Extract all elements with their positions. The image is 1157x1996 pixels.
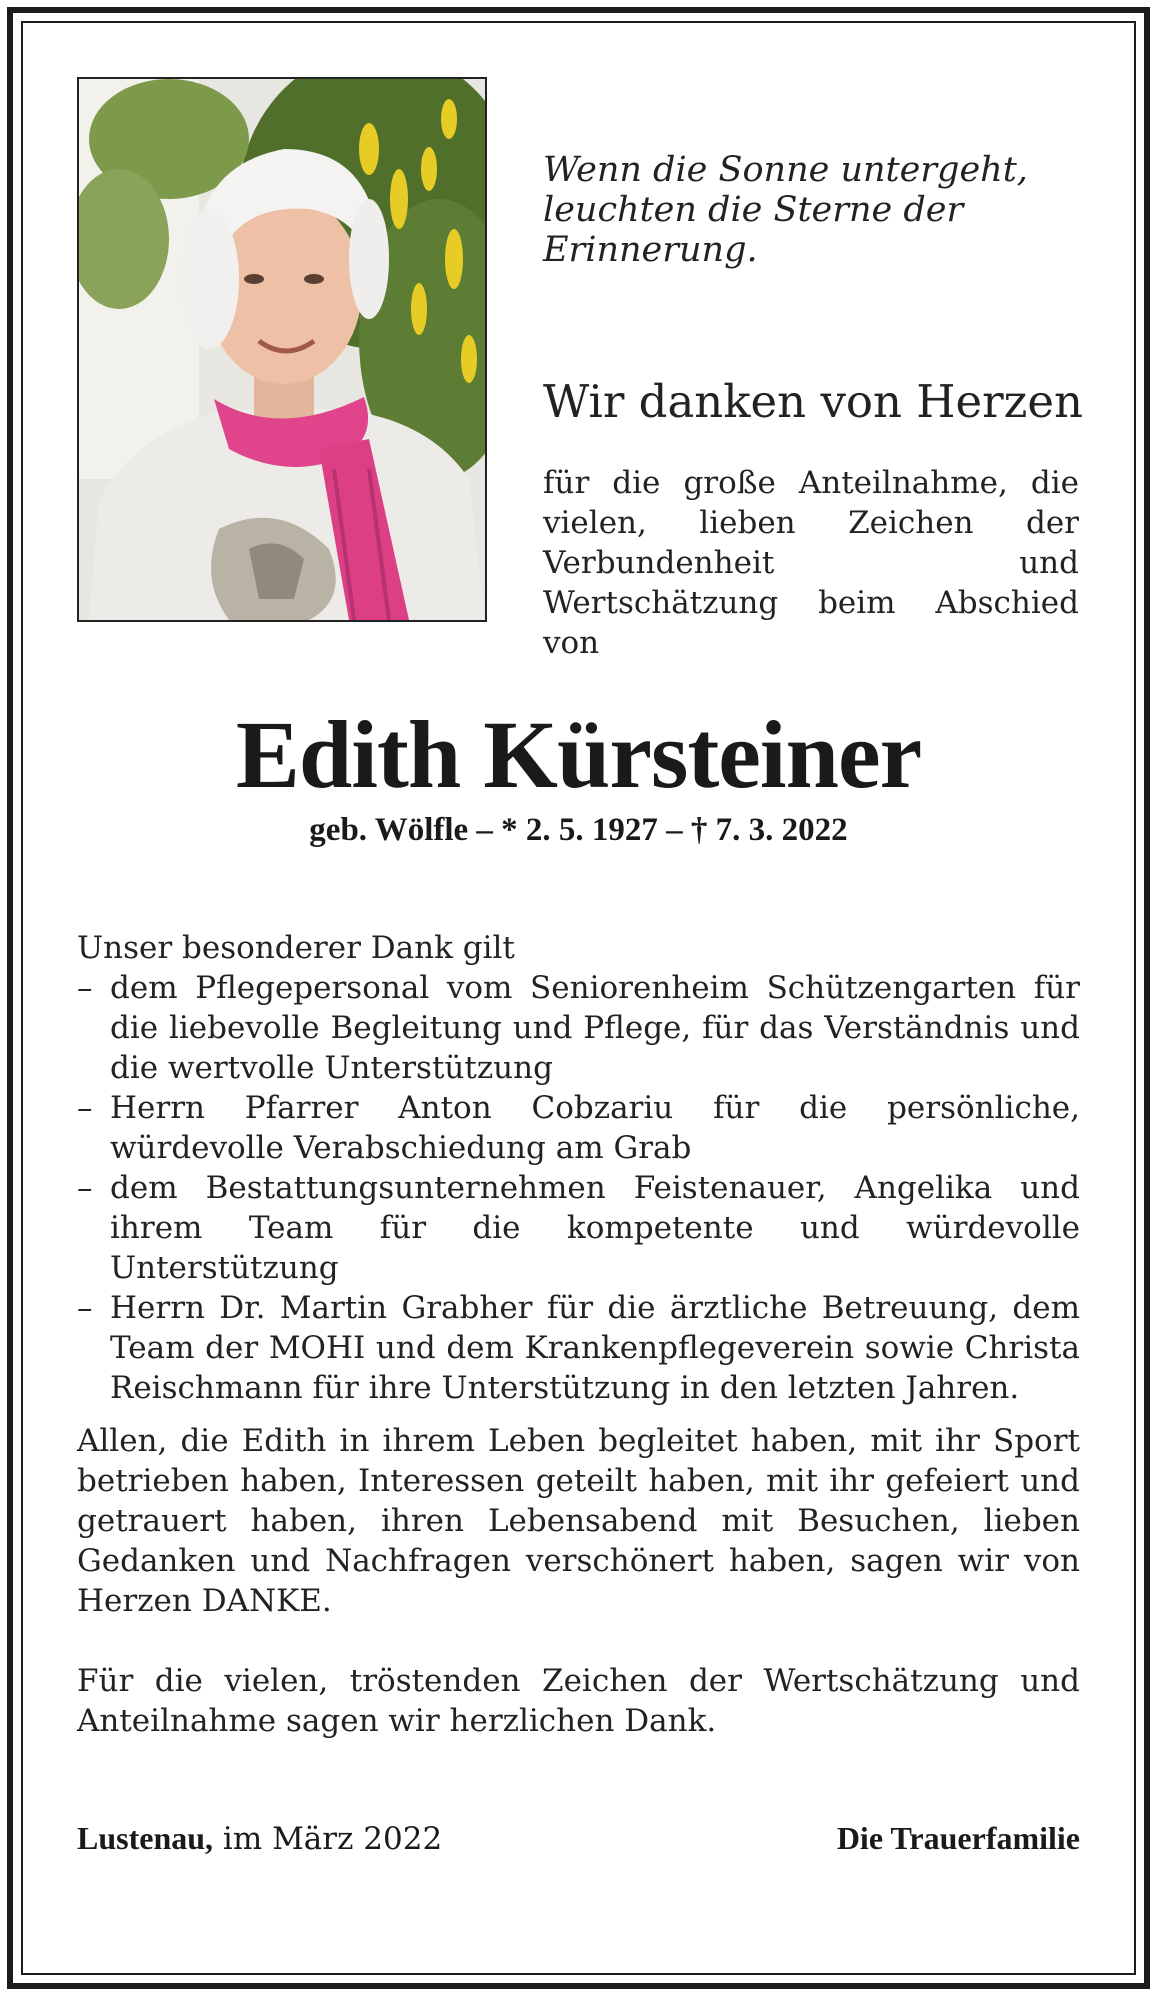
place: Lustenau, (77, 1820, 214, 1856)
list-item (77, 1088, 1080, 1168)
thanks-heading: Wir danken von Herzen (543, 375, 1083, 428)
portrait-photo (77, 77, 487, 622)
portrait-illustration (79, 79, 485, 620)
gratitude-intro: Unser besonderer Dank gilt (77, 930, 515, 966)
motto-line-2: leuchten die Sterne der Erinnerung. (543, 190, 964, 270)
list-item (77, 1288, 1080, 1408)
list-item-text: dem Bestattungsunternehmen Feistenauer, Angelika und ihrem Team für die kompetente und würdevolle Unterstützung (110, 1170, 1080, 1286)
gratitude-list (77, 968, 1080, 1408)
signature: Die Trauerfamilie (836, 1820, 1080, 1856)
list-item-text: Herrn Pfarrer Anton Cobzariu für die persönliche, würdevolle Verabschiedung am Grab (110, 1090, 1080, 1166)
list-item-text: Herrn Dr. Martin Grabher für die ärztliche Betreuung, dem Team der MOHI und dem Krankenpflegeverein sowie Christa Reischmann für ihre Unterstützung in den letzten Jahren. (110, 1290, 1080, 1406)
thanks-text: für die große Anteilnahme, die vielen, lieben Zeichen der Verbundenheit und Wertschätzung beim Abschied von (543, 465, 1079, 661)
list-item (77, 1168, 1080, 1288)
closing-paragraph-1: Allen, die Edith in ihrem Leben begleitet haben, mit ihr Sport betrieben haben, Interessen geteilt haben, mit ihr gefeiert und getrauert haben, ihren Lebensabend mit Besuchen, lieben Gedanken und Nachfragen verschönert haben, sagen wir von Herzen DANKE. (77, 1423, 1080, 1619)
deceased-name: Edith Kürsteiner (235, 701, 922, 808)
closing-paragraph-2: Für die vielen, tröstenden Zeichen der Wertschätzung und Anteilnahme sagen wir herzlichen Dank. (77, 1663, 1080, 1739)
list-dash: – (77, 1290, 93, 1326)
deceased-dates: geb. Wölfle – * 2. 5. 1927 – † 7. 3. 2022 (309, 812, 848, 848)
list-item (77, 968, 1080, 1088)
date: im März 2022 (213, 1821, 443, 1857)
motto-quote (543, 150, 1083, 270)
list-dash: – (77, 970, 93, 1006)
list-dash: – (77, 1170, 93, 1206)
list-dash: – (77, 1090, 93, 1126)
list-item-text: dem Pflegepersonal vom Seniorenheim Schützengarten für die liebevolle Begleitung und Pflege, für das Verständnis und die wertvolle Unterstützung (110, 970, 1080, 1086)
motto-line-1: Wenn die Sonne untergeht, (543, 150, 1028, 190)
place-date (77, 1818, 442, 1859)
